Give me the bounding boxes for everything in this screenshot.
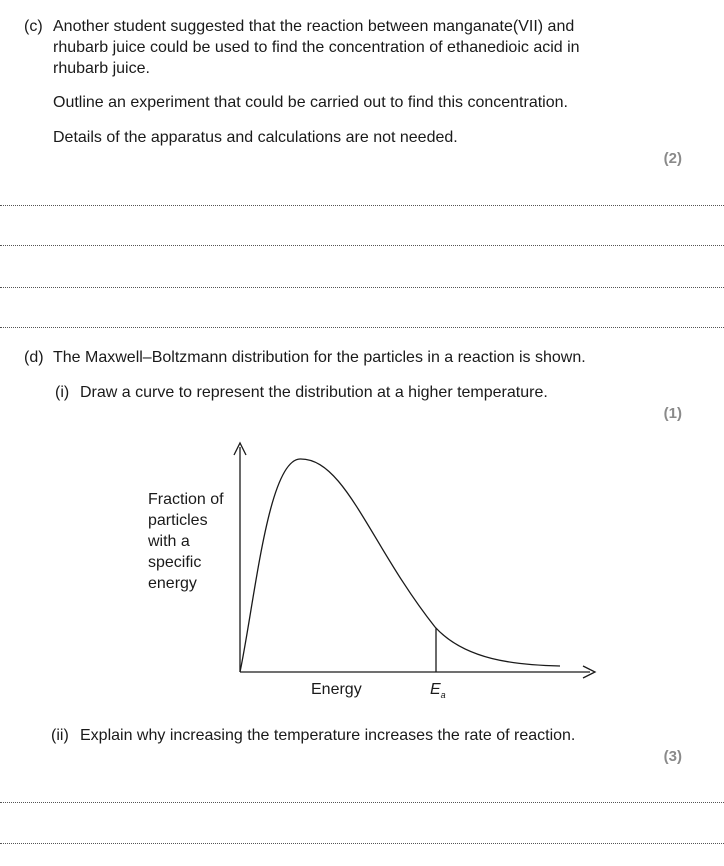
part-c-stem-line-3: rhubarb juice.: [53, 60, 150, 77]
part-c-stem-line-2: rhubarb juice could be used to find the concentration of ethanedioic acid in: [53, 39, 580, 56]
answer-line[interactable]: [0, 843, 724, 844]
part-d-i-label: (i): [55, 384, 70, 401]
part-c-stem-line-1: Another student suggested that the reaction between manganate(VII) and: [53, 18, 575, 35]
part-c-note: Details of the apparatus and calculations are not needed.: [53, 129, 458, 146]
x-axis-label: Energy: [311, 681, 362, 698]
answer-line[interactable]: [0, 802, 724, 803]
part-d-i-marks: (1): [663, 405, 682, 422]
y-axis-label-line-1: Fraction of: [148, 491, 224, 508]
part-c-label: (c): [24, 18, 43, 35]
distribution-curve: [240, 459, 560, 672]
part-d-ii-text: Explain why increasing the temperature increases the rate of reaction.: [80, 727, 576, 744]
y-axis-label-line-3: with a: [148, 533, 190, 550]
part-c-instruction: Outline an experiment that could be carried out to find this concentration.: [53, 94, 568, 111]
part-d-ii-label: (ii): [51, 727, 69, 744]
y-axis-label-line-4: specific: [148, 554, 202, 571]
y-axis-label-line-2: particles: [148, 512, 208, 529]
part-c-marks: (2): [663, 150, 682, 167]
part-d-ii-marks: (3): [663, 748, 682, 765]
part-d-i-text: Draw a curve to represent the distribution at a higher temperature.: [80, 384, 548, 401]
part-d-stem: The Maxwell–Boltzmann distribution for the particles in a reaction is shown.: [53, 349, 586, 366]
activation-energy-subscript: a: [440, 690, 446, 701]
activation-energy-symbol: E: [430, 681, 441, 698]
part-d-label: (d): [24, 349, 44, 366]
y-axis-label-line-5: energy: [148, 575, 197, 592]
activation-energy-label: [430, 679, 446, 706]
